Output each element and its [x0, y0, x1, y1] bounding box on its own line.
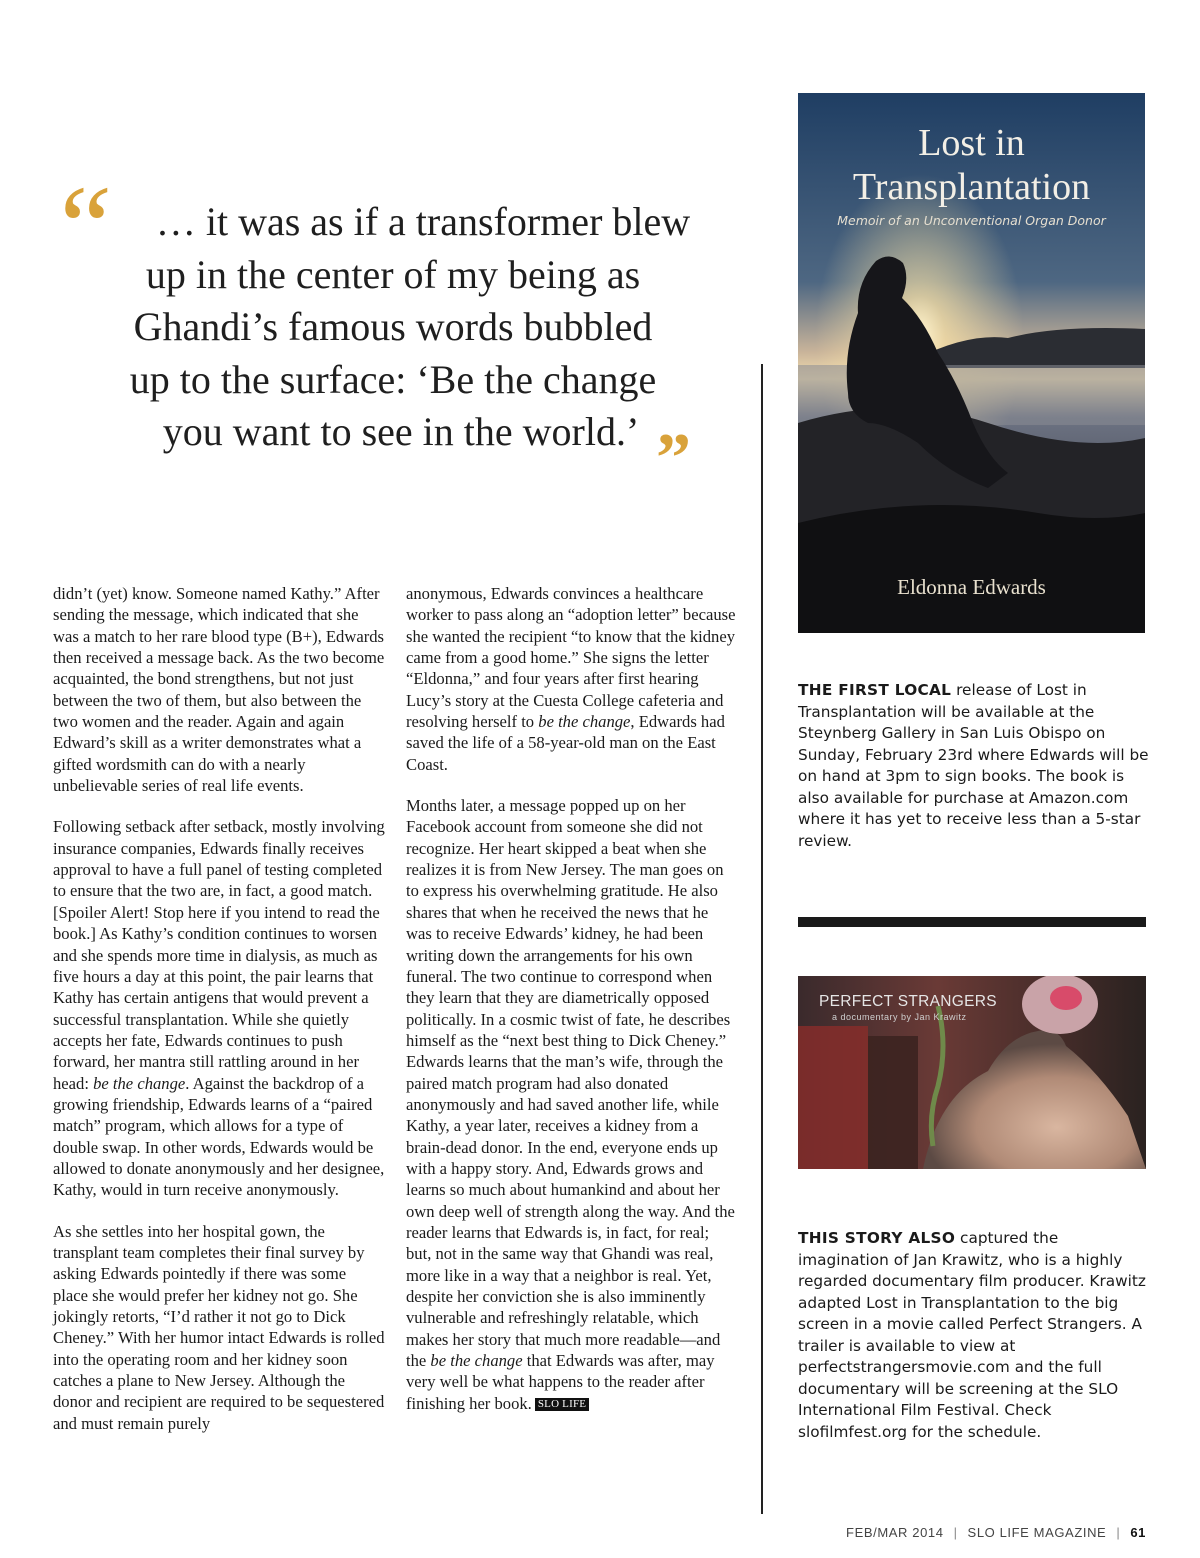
emphasis-text: be the change: [93, 1073, 186, 1093]
issue-date: FEB/MAR 2014: [846, 1525, 944, 1540]
close-quote-mark: ”: [656, 420, 691, 497]
sidebar-lead-in: THIS STORY ALSO: [798, 1229, 956, 1247]
emphasis-text: be the change: [538, 712, 631, 732]
sidebar-lead-in: THE FIRST LOCAL: [798, 681, 952, 699]
paragraph-text: . Against the backdrop of a growing friendship, Edwards learns of a “paired match” program, which allows for a type of double swap. In other words, Edwards would be allowed to donate anonymously and her designee, Kathy, would in turn receive anonymously.: [53, 1073, 385, 1200]
pull-quote: [48, 196, 738, 459]
paragraph-text: anonymous, Edwards convinces a healthcare worker to pass along an “adoption letter” because she wanted the recipient “to know that the kidney came from a good home.” She signs the letter “Eldonna,” and four years after first hearing Lucy’s story at the Cuesta College cafeteria and resolving herself to: [406, 584, 736, 732]
sidebar-divider: [798, 917, 1146, 927]
open-quote-mark: “: [48, 161, 114, 292]
pull-quote-line: Ghandi’s famous words bubbled: [133, 304, 653, 349]
page-number: 61: [1130, 1525, 1146, 1540]
magazine-name: SLO LIFE MAGAZINE: [967, 1525, 1107, 1540]
sidebar-blurb-book-release: [798, 680, 1150, 852]
book-title-line: Transplantation: [852, 166, 1091, 208]
film-still-image: [798, 976, 1146, 1169]
end-mark-badge: SLO LIFE: [535, 1398, 589, 1411]
emphasis-text: be the change: [430, 1351, 523, 1371]
book-cover-image: [798, 93, 1145, 633]
article-paragraph: [406, 795, 738, 1414]
paragraph-text: Months later, a message popped up on her Facebook account from someone she did not recognize. Her heart skipped a beat when she realizes it is from New Jersey. The man goes on to express his overwhelming gratitude. He also shares that when he received the news that he was to receive Edwards’ kidney, he had been writing down the arrangements for his own funeral. The two continue to correspond when they learn that they are diametrically opposed politically. In a cosmic twist of fate, he describes himself as the “next best thing to Dick Cheney.” Edwards learns that the man’s wife, through the paired match program had also donated anonymously and had saved another life, while Kathy, a year later, receives a kidney from a brain-dead donor. In the end, everyone ends up with a happy story. And, Edwards grows and learns so much about humankind and about her own deep well of strength along the way. And the reader learns that Edwards is, in fact, for real; but, not in the same way that Ghandi was real, more like in a way that a neighbor is real. Yet, despite her conviction she is also imminently vulnerable and refreshingly relatable, which makes her story that much more readable—and the: [406, 796, 735, 1371]
paragraph-text: Following setback after setback, mostly involving insurance companies, Edwards finally receives approval to have a full panel of testing completed to ensure that the two are, in fact, a good match. [Spoiler Alert! Stop here if you intend to read the book.] As Kathy’s condition continues to worsen and she spends more time in dialysis, as much as five hours a day at this point, the pair learns that Kathy has certain antigens that would prevent a successful transplantation. While she quietly accepts her fate, Edwards continues to push forward, her mantra still rattling around in her head:: [53, 817, 385, 1093]
pull-quote-line: up in the center of my being as: [145, 251, 641, 297]
book-title-line: Lost in: [918, 122, 1025, 164]
column-divider: [761, 364, 763, 1514]
article-column-1: [53, 583, 385, 1443]
article-column-2: [406, 583, 738, 1423]
sidebar-blurb-documentary: [798, 1228, 1150, 1443]
article-paragraph: As she settles into her hospital gown, the transplant team completes their final survey by asking Edwards pointedly if there was some place she would prefer her kidney not go. She jokingly retorts, “I’d rather it not go to Dick Cheney.” With her humor intact Edwards is rolled into the operating room and her kidney soon catches a plane to New Jersey. Although the donor and recipient are required to be sequestered and must remain purely: [53, 1221, 385, 1433]
article-paragraph: [53, 816, 385, 1200]
page-footer: [846, 1525, 1146, 1540]
article-paragraph: didn’t (yet) know. Someone named Kathy.” After sending the message, which indicated that she was a match to her rare blood type (B+), Edwards then received a message back. As the two become acquainted, the bond strengthens, but not just between the two of them, but also between the two women and the reader. Again and again Edward’s skill as a writer demonstrates what a gifted wordsmith can do with a nearly unbelievable series of real life events.: [53, 584, 385, 796]
article-paragraph: [406, 583, 738, 775]
sidebar-text: captured the imagination of Jan Krawitz, who is a highly regarded documentary film producer. Krawitz adapted Lost in Transplantation to the big screen in a movie called Perfect Strangers. A trailer is available to view at perfectstrangersmovie.com and the full documentary will be screening at the SLO International Film Festival. Check slofilmfest.org for the schedule.: [798, 1229, 1146, 1441]
film-title: PERFECT STRANGERS: [819, 993, 997, 1010]
paragraph-text: , Edwards had saved the life of a 58-year-old man on the East Coast.: [406, 712, 725, 774]
film-subtitle: a documentary by Jan Krawitz: [832, 1012, 967, 1022]
paragraph-text: that Edwards was after, may very well be what happens to the reader after finishing her book.: [406, 1351, 715, 1413]
book-subtitle: Memoir of an Unconventional Organ Donor: [837, 213, 1106, 228]
pull-quote-line: … it was as if a transformer blew: [155, 199, 691, 244]
footer-separator: |: [953, 1525, 958, 1540]
pull-quote-line: you want to see in the world.’: [162, 409, 640, 454]
book-author: Eldonna Edwards: [897, 575, 1046, 599]
footer-separator: |: [1116, 1525, 1121, 1540]
pull-quote-line: up to the surface: ‘Be the change: [129, 356, 657, 402]
sidebar-text: release of Lost in Transplantation will be available at the Steynberg Gallery in San Luis Obispo on Sunday, February 23rd where Edwards will be on hand at 3pm to sign books. The book is also available for purchase at Amazon.com where it has yet to receive less than a 5-star review.: [798, 681, 1149, 850]
book-title: [798, 121, 1145, 209]
